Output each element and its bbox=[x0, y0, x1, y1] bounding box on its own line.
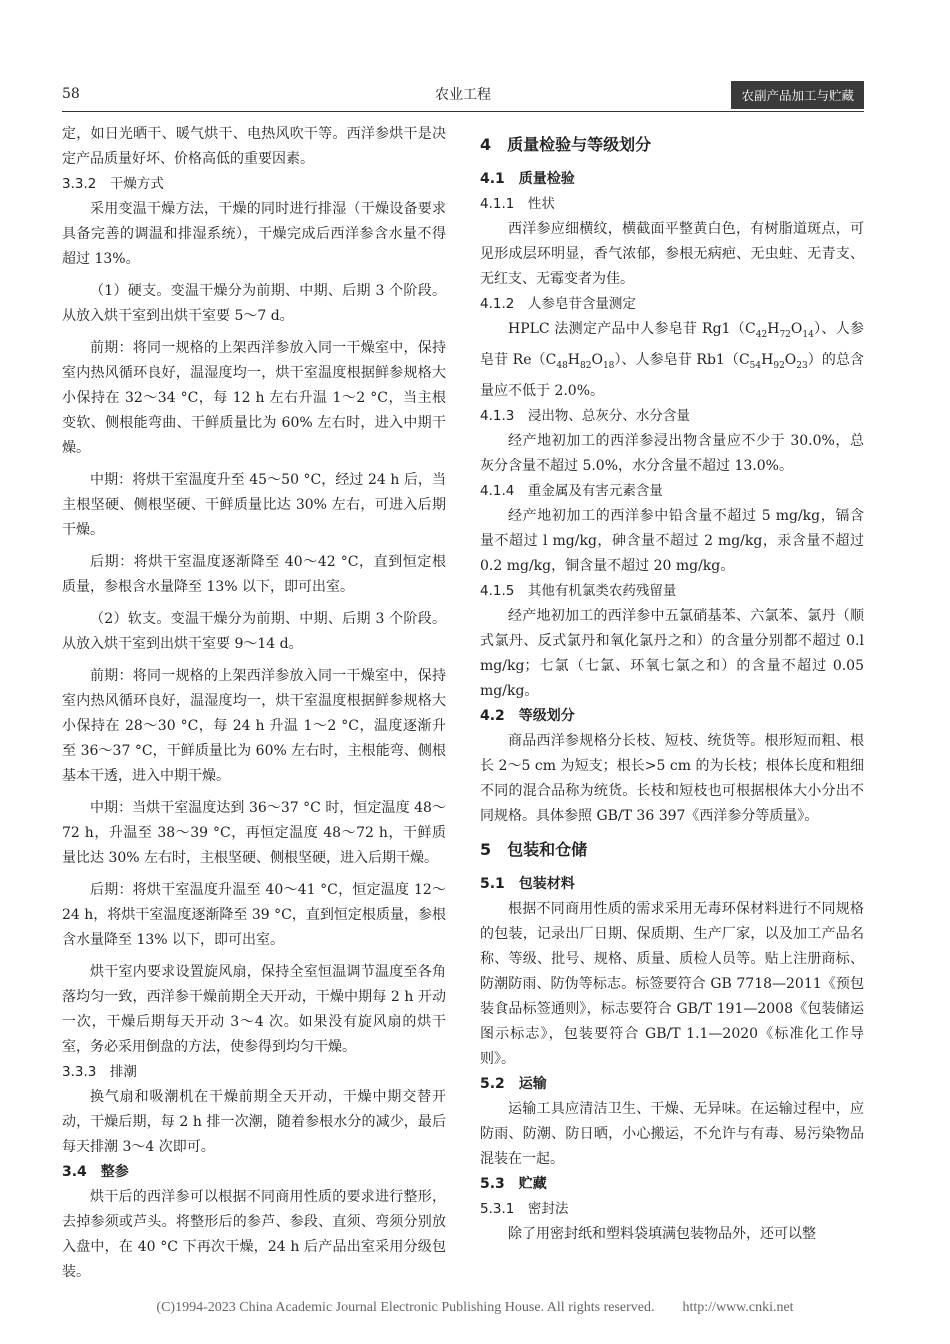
heading-4-1-2: 4.1.2 人参皂苷含量测定 bbox=[480, 296, 636, 312]
paragraph: 采用变温干燥方法，干燥的同时进行排湿（干燥设备要求具备完善的调温和排湿系统），干燥完成后西洋参含水量不得超过 13%。 bbox=[62, 201, 446, 267]
heading-5-2: 5.2 运输 bbox=[480, 1075, 547, 1092]
heading-5-3-1: 5.3.1 密封法 bbox=[480, 1200, 569, 1217]
paragraph: 除了用密封纸和塑料袋填满包装物品外，还可以整 bbox=[508, 1225, 816, 1242]
paragraph: 中期：当烘干室温度达到 36～37 °C 时，恒定温度 48～72 h，升温至 38～39 °C，再恒定温度 48～72 h，干鲜质量比达 30% 左右时，主根坚硬、侧根坚硬，进入后期干燥。 bbox=[62, 800, 446, 866]
paragraph: 经产地初加工的西洋参中铅含量不超过 5 mg/kg，镉含量不超过 l mg/kg，砷含量不超过 2 mg/kg，汞含量不超过 0.2 mg/kg，铜含量不超过 20 mg/kg。 bbox=[480, 507, 864, 574]
paragraph: 西洋参应细横纹，横截面平整黄白色，有树脂道斑点，可见形成层环明显，香气浓郁，参根无病疤、无虫蛀、无青支、无红支、无霉变者为佳。 bbox=[480, 221, 864, 287]
heading-4-1-4: 4.1.4 重金属及有害元素含量 bbox=[480, 482, 663, 499]
paragraph: 烘干室内要求设置旋风扇，保持全室恒温调节温度至各角落均匀一致，西洋参干燥前期全天开动，干燥中期每 2 h 开动一次，干燥后期每天开动 3～4 次。如果没有旋风扇的烘干室，务必采用倒盘的方法，使参得到均匀干燥。 bbox=[62, 964, 446, 1055]
heading-4-1: 4.1 质量检验 bbox=[480, 171, 575, 187]
paragraph: 经产地初加工的西洋参中五氯硝基苯、六氯苯、氯丹（顺式氯丹、反式氯丹和氧化氯丹之和）的含量分别都不超过 0.l mg/kg；七氯（七氯、环氧七氯之和）的含量不超过 0.05 mg/kg。 bbox=[480, 607, 864, 699]
page-number: 58 bbox=[62, 86, 80, 102]
paragraph: 定，如日光晒干、暖气烘干、电热风吹干等。西洋参烘干是决定产品质量好坏、价格高低的重要因素。 bbox=[62, 126, 446, 167]
paragraph: 根据不同商用性质的需求采用无毒环保材料进行不同规格的包装，记录出厂日期、保质期、生产厂家，以及加工产品名称、等级、批号、规格、质量、质检人员等。贴上注册商标、防潮防雨、防伪等标志。标签要符合 GB 7718—2011《预包装食品标签通则》，标志要符合 GB/T 191—2008《包装储运图示标志》，包装要符合 GB/T 1.1—2020《标准化工作导则》。 bbox=[480, 900, 864, 1067]
paragraph: （2）软支。变温干燥分为前期、中期、后期 3 个阶段。从放入烘干室到出烘干室要 9～14 d。 bbox=[62, 611, 446, 652]
left-column bbox=[62, 122, 446, 1285]
heading-3-3-2: 3.3.2 干燥方式 bbox=[62, 176, 164, 192]
right-column bbox=[480, 122, 864, 1247]
heading-4-1-5: 4.1.5 其他有机氯类农药残留量 bbox=[480, 582, 677, 599]
paragraph: 后期：将烘干室温度逐渐降至 40～42 °C，直到恒定根质量，参根含水量降至 13% 以下，即可出室。 bbox=[62, 554, 446, 595]
paragraph: 商品西洋参规格分长枝、短枝、统货等。根形短而粗、根长 2～5 cm 为短支；根长>5 cm 的为长枝；根体长度和粗细不同的混合品称为统货。长枝和短枝也可根据根体大小分出不同规格。具体参照 GB/T 36 397《西洋参分等质量》。 bbox=[480, 732, 864, 824]
paragraph: （1）硬支。变温干燥分为前期、中期、后期 3 个阶段。从放入烘干室到出烘干室要 5～7 d。 bbox=[62, 283, 446, 324]
section-badge: 农副产品加工与贮藏 bbox=[731, 81, 864, 109]
copyright-footer: (C)1994-2023 China Academic Journal Electronic Publishing House. All rights reserved. http://www.cnki.net bbox=[156, 1300, 794, 1315]
paragraph-formula: HPLC 法测定产品中人参皂苷 $Rg1(C_{42}H_{72}O_{14})$、人参皂苷 $Re(C_{48}H_{82}O_{18})$、人参皂苷 $Rb1(C_{54}H_{92}O_{23})$的总含量应不低于 2.0%。 bbox=[480, 321, 865, 399]
page-header bbox=[62, 80, 864, 110]
heading-3-4: 3.4 整参 bbox=[62, 1164, 129, 1180]
heading-5: 5 包装和仓储 bbox=[480, 839, 588, 859]
heading-4: 4 质量检验与等级划分 bbox=[480, 135, 652, 154]
heading-4-1-1: 4.1.1 性状 bbox=[480, 196, 555, 212]
heading-5-1: 5.1 包装材料 bbox=[480, 875, 575, 892]
heading-4-1-3: 4.1.3 浸出物、总灰分、水分含量 bbox=[480, 407, 690, 424]
heading-3-3-3: 3.3.3 排潮 bbox=[62, 1064, 137, 1080]
paragraph: 运输工具应清洁卫生、干燥、无异味。在运输过程中，应防雨、防潮、防日晒，小心搬运，不允许与有毒、易污染物品混装在一起。 bbox=[480, 1100, 864, 1167]
paragraph: 经产地初加工的西洋参浸出物含量应不少于 30.0%，总灰分含量不超过 5.0%，水分含量不超过 13.0%。 bbox=[480, 432, 864, 474]
paragraph: 换气扇和吸潮机在干燥前期全天开动，干燥中期交替开动，干燥后期，每 2 h 排一次潮，随着参根水分的减少，最后每天排潮 3～4 次即可。 bbox=[62, 1089, 446, 1155]
paragraph: 后期：将烘干室温度升温至 40～41 °C，恒定温度 12～24 h，将烘干室温度逐渐降至 39 °C，直到恒定根质量，参根含水量降至 13% 以下，即可出室。 bbox=[62, 882, 446, 948]
header-rule bbox=[62, 111, 864, 112]
paragraph: 前期：将同一规格的上架西洋参放入同一干燥室中，保持室内热风循环良好，温湿度均一，烘干室温度根据鲜参规格大小保持在 28～30 °C，每 24 h 升温 1～2 °C，温度逐渐升至 36～37 °C，干鲜质量比为 60% 左右时，主根能弯、侧根基本干透，进入中期干燥。 bbox=[62, 668, 446, 784]
paragraph: 前期：将同一规格的上架西洋参放入同一干燥室中，保持室内热风循环良好，温湿度均一，烘干室温度根据鲜参规格大小保持在 32～34 °C，每 12 h 左右升温 1～2 °C，当主根变软、侧根能弯曲、干鲜质量比为 60% 左右时，进入中期干燥。 bbox=[62, 340, 446, 456]
journal-title: 农业工程 bbox=[435, 87, 491, 103]
paragraph: 烘干后的西洋参可以根据不同商用性质的要求进行整形，去掉参须或芦头。将整形后的参芦、参段、直须、弯须分别放入盘中，在 40 °C 下再次干燥，24 h 后产品出室采用分级包装。 bbox=[62, 1189, 446, 1280]
heading-5-3: 5.3 贮藏 bbox=[480, 1175, 547, 1192]
paragraph: 中期：将烘干室温度升至 45～50 °C，经过 24 h 后，当主根坚硬、侧根坚硬、干鲜质量比达 30% 左右，可进入后期干燥。 bbox=[62, 472, 446, 538]
heading-4-2: 4.2 等级划分 bbox=[480, 707, 575, 724]
